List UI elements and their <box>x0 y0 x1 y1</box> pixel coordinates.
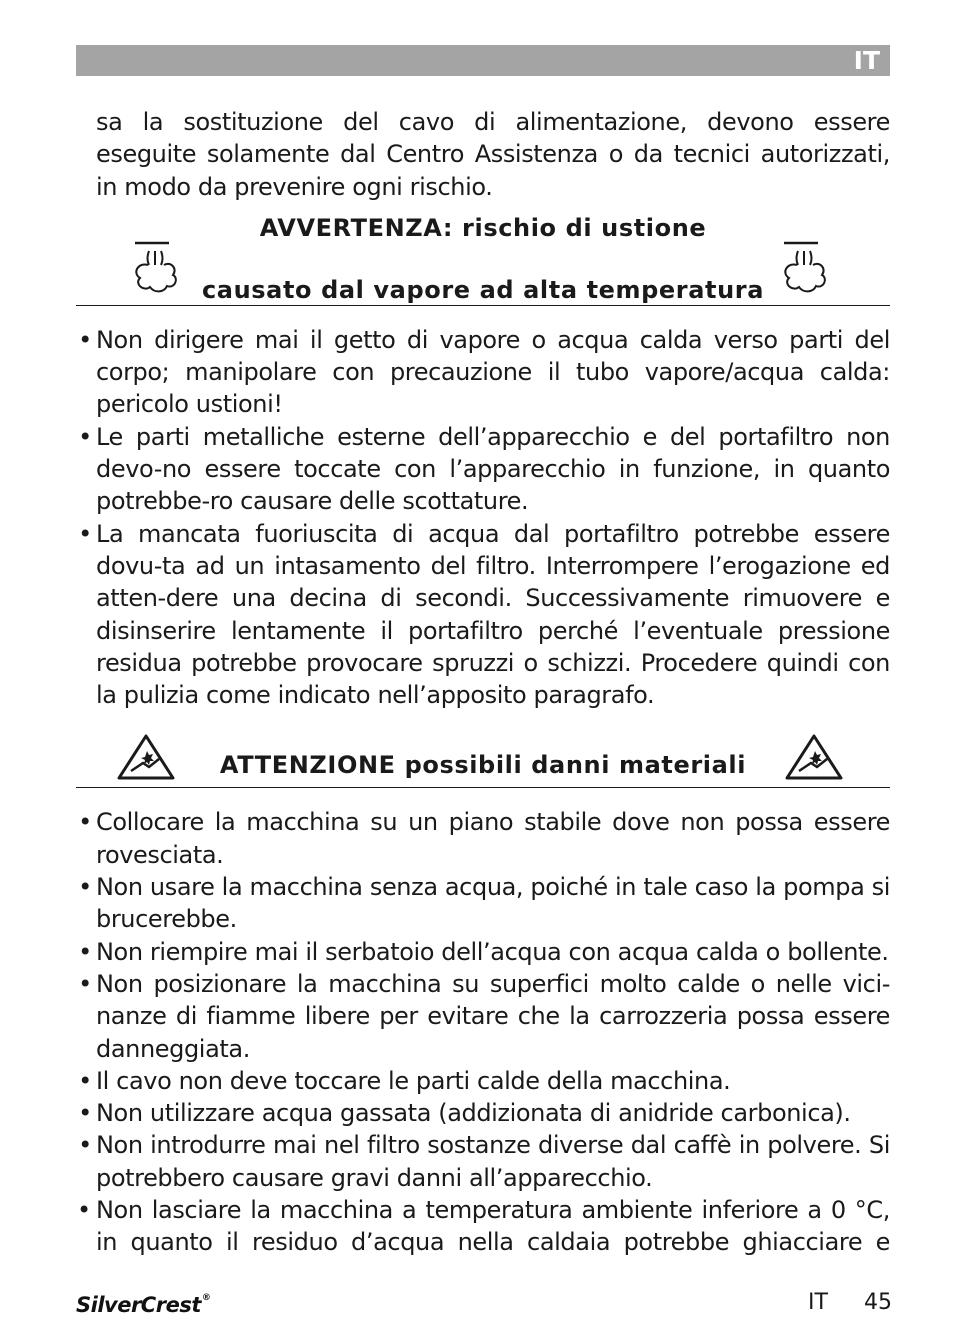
damage-warning-title: ATTENZIONE possibili danni materiali <box>219 751 747 780</box>
list-item <box>78 871 890 936</box>
list-item <box>78 1129 890 1194</box>
steam-warning-line1: AVVERTENZA: rischio di ustione <box>259 213 707 242</box>
bullet-icon: • <box>78 937 92 966</box>
list-item <box>78 1065 890 1097</box>
list-item-text: Non dirigere mai il getto di vapore o acqua calda verso parti del corpo; manipolare con precauzione il tubo vapore/acqua calda: pericolo ustioni! <box>96 325 890 419</box>
list-item-text: Non usare la macchina senza acqua, poiché in tale caso la pompa si brucerebbe. <box>96 873 890 934</box>
footer-language: IT <box>808 1290 828 1315</box>
brand-name: SilverCrest <box>76 1293 201 1317</box>
bullet-icon: • <box>78 422 92 451</box>
list-item <box>78 518 890 712</box>
list-item <box>78 421 890 518</box>
damage-warning-heading <box>76 733 890 788</box>
steam-warning-heading <box>76 213 890 306</box>
list-item-text: Il cavo non deve toccare le parti calde della macchina. <box>96 1066 731 1095</box>
intro-paragraph: sa la sostituzione del cavo di alimentazione, devono essere eseguite solamente dal Centro Assistenza o da tecnici autorizzati, in modo da prevenire ogni rischio. <box>96 108 890 201</box>
bullet-icon: • <box>78 873 92 902</box>
list-item <box>78 324 890 421</box>
brand-logo <box>76 1293 210 1317</box>
bullet-icon: • <box>78 1099 92 1128</box>
list-item-text: Le parti metalliche esterne dell’apparecchio e del portafiltro non devo-no essere toccate con l’apparecchio in funzione, in quanto potrebbe-ro causare delle scottature. <box>96 422 890 516</box>
registered-mark: ® <box>201 1293 211 1303</box>
list-item <box>77 1194 890 1259</box>
list-item <box>78 968 890 1065</box>
list-item-text: Non posizionare la macchina su superfici molto calde o nelle vici-nanze di fiamme libere per evitare che la carrozzeria possa essere danneggiata. <box>96 969 890 1063</box>
bullet-icon: • <box>78 969 92 998</box>
bullet-icon: • <box>78 325 92 354</box>
header-bar <box>76 45 890 76</box>
list-item-text: Non riempire mai il serbatoio dell’acqua con acqua calda o bollente. <box>96 937 889 966</box>
damage-warning-triangle-icon <box>784 733 844 781</box>
list-item-text: Collocare la macchina su un piano stabile dove non possa essere rovesciata. <box>96 808 890 869</box>
bullet-icon: • <box>78 1066 92 1095</box>
list-item-text: Non utilizzare acqua gassata (addizionata di anidride carbonica). <box>96 1099 851 1128</box>
list-item <box>78 936 890 968</box>
bullet-icon: • <box>77 1196 91 1225</box>
steam-safety-list <box>78 324 890 712</box>
list-item <box>78 1097 890 1129</box>
page-content <box>77 106 890 1259</box>
bullet-icon: • <box>78 808 92 837</box>
list-item-text: Non introdurre mai nel filtro sostanze diverse dal caffè in polvere. Si potrebbero causare gravi danni all’apparecchio. <box>96 1131 890 1192</box>
list-item-text: Non lasciare la macchina a temperatura ambiente inferiore a 0 °C, in quanto il residuo d’acqua nella caldaia potrebbe ghiacciare e <box>96 1196 890 1257</box>
damage-safety-list <box>77 806 890 1258</box>
page-number: 45 <box>864 1290 892 1315</box>
steam-warning-line2: causato dal vapore ad alta temperatura <box>201 275 765 304</box>
language-tag: IT <box>853 46 880 75</box>
bullet-icon: • <box>78 1131 92 1160</box>
list-item-text: La mancata fuoriuscita di acqua dal portafiltro potrebbe essere dovu-ta ad un intasamento del filtro. Interrompere l’erogazione ed atten-dere una decina di secondi. Successivamente rimuovere e disinserire lentamente il portafiltro perché l’eventuale pressione residua potrebbe provocare spruzzi o schizzi. Procedere quindi con la pulizia come indicato nell’apposito paragrafo. <box>96 519 890 710</box>
bullet-icon: • <box>78 519 92 548</box>
list-item <box>78 806 890 871</box>
